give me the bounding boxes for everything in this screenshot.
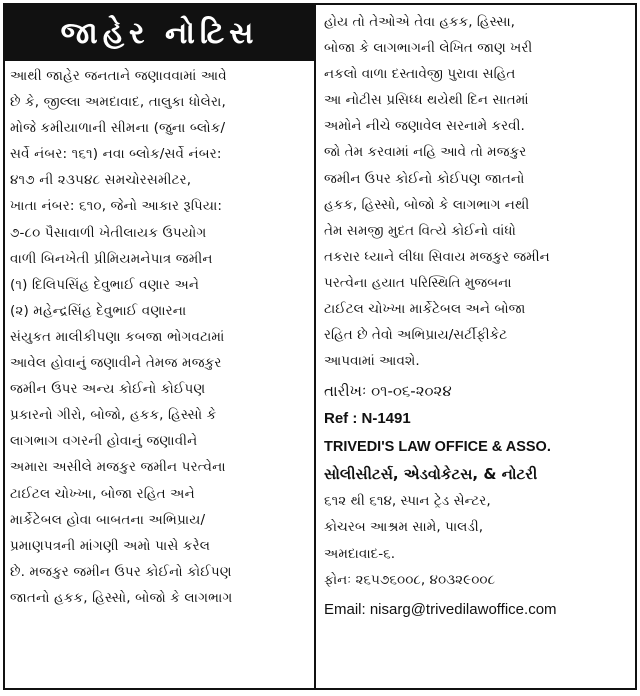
notice-text-line: છે. મજકુર જમીન ઉપર કોઈનો કોઈપણ xyxy=(10,563,232,580)
notice-text-line: સંયુકત માલીકીપણા કબજા ભોગવટામાં xyxy=(10,328,225,345)
notice-text-line: ટાઈટલ ચોખ્ખા માર્કેટેબલ અને બોજા xyxy=(324,301,526,318)
reference-number: Ref : N-1491 xyxy=(324,410,411,428)
law-firm-name: TRIVEDI'S LAW OFFICE & ASSO. xyxy=(324,439,551,456)
notice-text-line: મોજે કમીયાળાની સીમના (જુના બ્લોક/ xyxy=(10,120,226,137)
notice-title: જાહેર નોટિસ xyxy=(5,5,314,61)
notice-text-line: આવેલ હોવાનું જણાવીને તેમજ મજકુર xyxy=(10,355,222,372)
notice-text-line: પ્રકારનો ગીરો, બોજો, હકક, હિસ્સો કે xyxy=(10,407,217,424)
phone-numbers: ફોનઃ ૨૬૫૭૬૦૦૮, ૪૦૩૨૯૦૦૮ xyxy=(324,571,496,588)
notice-date: તારીખઃ ૦૧-૦૬-૨૦૨૪ xyxy=(324,382,452,401)
notice-text-line: લાગભાગ વગરની હોવાનું જણાવીને xyxy=(10,433,198,450)
notice-text-line: ખાતા નંબર: ૬૧૦, જેનો આકાર રૂપિયા: xyxy=(10,198,223,215)
notice-text-line: જમીન ઉપર કોઈનો કોઈપણ જાતનો xyxy=(324,170,525,187)
notice-body-left xyxy=(5,63,314,611)
address-line: અમદાવાદ-૬. xyxy=(324,545,396,562)
public-notice xyxy=(3,3,637,690)
notice-text-line: જમીન ઉપર અન્ય કોઈનો કોઈપણ xyxy=(10,381,206,398)
notice-text-line: માર્કેટેબલ હોવા બાબતના અભિપ્રાય/ xyxy=(10,511,206,528)
notice-text-line: બોજા કે લાગભાગની લેખિત જાણ ખરી xyxy=(324,40,533,57)
notice-text-line: તેમ સમજી મુદત વિત્યે કોઈનો વાંધો xyxy=(324,222,516,239)
notice-text-line: આપવામાં આવશે. xyxy=(324,353,420,370)
notice-text-line: આ નોટીસ પ્રસિધ્ધ થયેથી દિન સાતમાં xyxy=(324,92,529,109)
notice-text-line: (૨) મહેન્દ્રસિંહ દેવુભાઈ વણારના xyxy=(10,302,187,319)
notice-text-line: અમારા અસીલે મજકુર જમીન પરત્વેના xyxy=(10,459,226,476)
email-address: Email: nisarg@trivedilawoffice.com xyxy=(324,600,557,618)
notice-text-line: તકરાર ધ્યાને લીધા સિવાય મજકુર જમીન xyxy=(324,248,550,265)
notice-text-line: જો તેમ કરવામાં નહિ આવે તો મજકુર xyxy=(324,144,527,161)
notice-text-line: (૧) દિલિપસિંહ દેવુભાઈ વણાર અને xyxy=(10,276,200,293)
notice-text-line: અમોને નીચે જણાવેલ સરનામે કરવી. xyxy=(324,118,525,135)
address-line: ૬૧૨ થી ૬૧૪, સ્પાન ટ્રેડ સેન્ટર, xyxy=(324,493,491,510)
notice-text-line: વાળી બિનખેતી પ્રીમિયમનેપાત્ર જમીન xyxy=(10,250,213,267)
notice-text-line: ૪૧૭ ની ૨૩૫૪૮ સમચોરસમીટર, xyxy=(10,172,192,189)
notice-text-line: ૭-૮૦ પૈસાવાળી ખેતીલાયક ઉપયોગ xyxy=(10,224,207,241)
address-line: કોચરબ આશ્રમ સામે, પાલડી, xyxy=(324,519,484,536)
notice-text-line: રહિત છે તેવો અભિપ્રાય/સર્ટીફીકેટ xyxy=(324,327,508,344)
notice-text-line: આથી જાહેર જનતાને જણાવવામાં આવે xyxy=(10,68,227,84)
notice-text-line: ટાઈટલ ચોખ્ખા, બોજા રહિત અને xyxy=(10,485,195,502)
law-firm-subtitle: સોલીસીટર્સ, એડવોકેટસ, & નોટરી xyxy=(324,465,538,484)
notice-text-line: છે કે, જીલ્લા અમદાવાદ, તાલુકા ધોલેરા, xyxy=(10,94,226,111)
notice-left-column xyxy=(5,5,316,688)
notice-text-line: પરત્વેના હયાત પરિસ્થિતિ મુજબના xyxy=(324,274,512,291)
notice-text-line: હોય તો તેઓએ તેવા હકક, હિસ્સા, xyxy=(324,14,515,30)
notice-text-line: નકલો વાળા દસ્તાવેજી પુરાવા સહિત xyxy=(324,66,516,83)
notice-text-line: જાતનો હકક, હિસ્સો, બોજો કે લાગભાગ xyxy=(10,589,233,606)
notice-right-column xyxy=(316,5,635,688)
notice-text-line: પ્રમાણપત્રની માંગણી અમો પાસે કરેલ xyxy=(10,537,211,554)
notice-text-line: હકક, હિસ્સો, બોજો કે લાગભાગ નથી xyxy=(324,196,530,213)
notice-text-line: સર્વે નંબર: ૧૬૧) નવા બ્લોક/સર્વે નંબર: xyxy=(10,146,222,163)
